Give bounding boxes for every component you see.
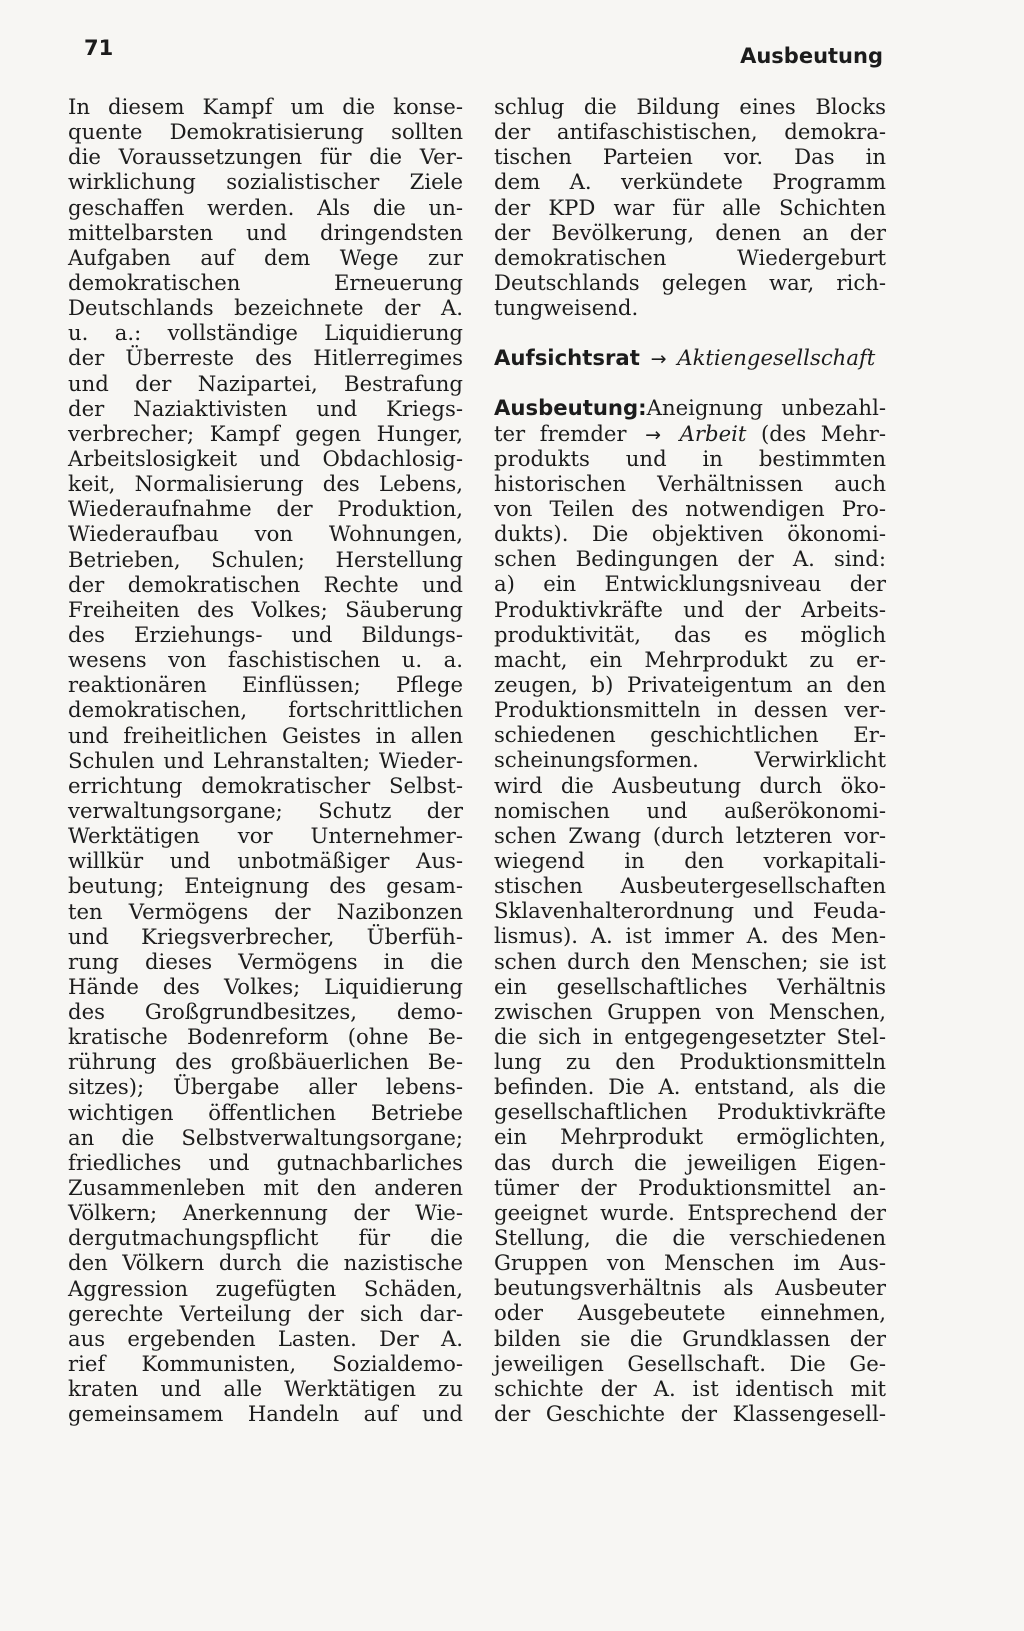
ausbeutung-body bbox=[494, 446, 886, 1426]
left-column-text-line: ten Vermögens der Nazibonzen bbox=[68, 898, 463, 924]
ausbeutung-body-text-line: tümer der Produktionsmittel an- bbox=[494, 1174, 886, 1200]
left-column-text-line: Werktätigen vor Unternehmer- bbox=[68, 823, 463, 849]
entry-aufsichtsrat bbox=[494, 345, 886, 370]
left-column-text-line: Wiederaufbau von Wohnungen, bbox=[68, 521, 463, 547]
ausbeutung-body-text-line: wird die Ausbeutung durch öko- bbox=[494, 772, 886, 798]
left-column-text-line: aus ergebenden Lasten. Der A. bbox=[68, 1325, 463, 1351]
left-column-text-line: und der Nazipartei, Bestrafung bbox=[68, 370, 463, 396]
continuation-text-line: tischen Parteien vor. Das in bbox=[494, 144, 886, 170]
left-column-text-line: friedliches und gutnachbarliches bbox=[68, 1149, 463, 1175]
left-column-text-line: wirklichung sozialistischer Ziele bbox=[68, 169, 463, 195]
ausbeutung-body-text-line: jeweiligen Gesellschaft. Die Ge- bbox=[494, 1350, 886, 1376]
left-column-text-line: und freiheitlichen Geistes in allen bbox=[68, 722, 463, 748]
continuation-text-line: demokratischen Wiedergeburt bbox=[494, 244, 886, 270]
left-column-text-line: Deutschlands bezeichnete der A. bbox=[68, 295, 463, 321]
left-column-text-line: errichtung demokratischer Selbst- bbox=[68, 772, 463, 798]
left-column-text-line: gerechte Verteilung der sich dar- bbox=[68, 1300, 463, 1326]
ausbeutung-body-text-line: wiegend in den vorkapitali- bbox=[494, 847, 886, 873]
left-column-text-line: Aufgaben auf dem Wege zur bbox=[68, 244, 463, 270]
ausbeutung-line-2 bbox=[494, 421, 886, 446]
continuation-text bbox=[494, 94, 886, 320]
left-column-text-line: In diesem Kampf um die konse- bbox=[68, 94, 463, 119]
ausbeutung-body-text-line: lung zu den Produktionsmitteln bbox=[494, 1049, 886, 1075]
cross-reference-aktiengesellschaft[interactable]: Aktiengesellschaft bbox=[677, 345, 876, 371]
left-column-text-line: quente Demokratisierung sollten bbox=[68, 119, 463, 145]
cross-reference-arrow-icon: → bbox=[645, 423, 662, 446]
ausbeutung-body-text-line: schen durch den Menschen; sie ist bbox=[494, 948, 886, 974]
left-column-text-line: sitzes); Übergabe aller lebens- bbox=[68, 1074, 463, 1100]
continuation-text-line: der KPD war für alle Schichten bbox=[494, 194, 886, 220]
ausbeutung-body-text-line: scheinungsformen. Verwirklicht bbox=[494, 747, 886, 773]
continuation-text-line: schlug die Bildung eines Blocks bbox=[494, 94, 886, 119]
ausbeutung-first-line-text: Aneignung unbezahl- bbox=[646, 395, 886, 421]
left-column-text-line: den Völkern durch die nazistische bbox=[68, 1250, 463, 1276]
ausbeutung-body-text-line: dukts). Die objektiven ökonomi- bbox=[494, 521, 886, 547]
ausbeutung-body-text-line: die sich in entgegengesetzter Stel- bbox=[494, 1023, 886, 1049]
left-column-text-line: Wiederaufnahme der Produktion, bbox=[68, 496, 463, 522]
ausbeutung-body-text-line: lismus). A. ist immer A. des Men- bbox=[494, 923, 886, 949]
ausbeutung-body-text-line: das durch die jeweiligen Eigen- bbox=[494, 1149, 886, 1175]
left-column-text-line: gemeinsamem Handeln auf und bbox=[68, 1401, 463, 1427]
running-head: Ausbeutung bbox=[740, 44, 883, 68]
ausbeutung-body-text-line: oder Ausgebeutete einnehmen, bbox=[494, 1300, 886, 1326]
ausbeutung-body-text-line: geeignet wurde. Entsprechend der bbox=[494, 1199, 886, 1225]
continuation-text-line: der Bevölkerung, denen an der bbox=[494, 219, 886, 245]
left-column-text-line: der Naziaktivisten und Kriegs- bbox=[68, 395, 463, 421]
ausbeutung-body-text-line: schen Zwang (durch letzteren vor- bbox=[494, 822, 886, 848]
left-column-text-line: dergutmachungspflicht für die bbox=[68, 1225, 463, 1251]
ausbeutung-body-text-line: beutungsverhältnis als Ausbeuter bbox=[494, 1275, 886, 1301]
ausbeutung-body-text-line: nomischen und außerökonomi- bbox=[494, 797, 886, 823]
left-column-text-line: Schulen und Lehranstalten; Wieder- bbox=[68, 747, 463, 773]
ausbeutung-body-text-line: befinden. Die A. entstand, als die bbox=[494, 1074, 886, 1100]
headword-aufsichtsrat: Aufsichtsrat bbox=[494, 345, 640, 371]
ausbeutung-body-text-line: zwischen Gruppen von Menschen, bbox=[494, 998, 886, 1024]
left-column-text-line: Betrieben, Schulen; Herstellung bbox=[68, 546, 463, 572]
left-column-text-line: des Erziehungs- und Bildungs- bbox=[68, 621, 463, 647]
ausbeutung-body-text-line: a) ein Entwicklungsniveau der bbox=[494, 571, 886, 597]
ausbeutung-body-text-line: von Teilen des notwendigen Pro- bbox=[494, 495, 886, 521]
left-column-text-line: kratische Bodenreform (ohne Be- bbox=[68, 1024, 463, 1050]
left-column bbox=[68, 94, 463, 1426]
continuation-text-line: tungweisend. bbox=[494, 295, 639, 321]
left-column-text-line: der Überreste des Hitlerregimes bbox=[68, 345, 463, 371]
left-column-text-line: des Großgrundbesitzes, demo- bbox=[68, 999, 463, 1025]
left-column-text-line: Aggression zugefügten Schäden, bbox=[68, 1275, 463, 1301]
ausbeutung-body-text-line: ein Mehrprodukt ermöglichten, bbox=[494, 1124, 886, 1150]
left-column-text-line: keit, Normalisierung des Lebens, bbox=[68, 471, 463, 497]
left-column-text-line: und Kriegsverbrecher, Überfüh- bbox=[68, 923, 463, 949]
ausbeutung-second-line-after: (des Mehr- bbox=[761, 420, 886, 446]
left-column-text-line: rief Kommunisten, Sozialdemo- bbox=[68, 1351, 463, 1377]
left-column-text-line: Hände des Volkes; Liquidierung bbox=[68, 973, 463, 999]
left-column-text-line: verwaltungsorgane; Schutz der bbox=[68, 797, 463, 823]
ausbeutung-body-text-line: Sklavenhalterordnung und Feuda- bbox=[494, 898, 886, 924]
left-column-text-line: geschaffen werden. Als die un- bbox=[68, 194, 463, 220]
left-column-text-line: die Voraussetzungen für die Ver- bbox=[68, 144, 463, 170]
ausbeutung-body-text-line: schichte der A. ist identisch mit bbox=[494, 1375, 886, 1401]
left-column-text-line: u. a.: vollständige Liquidierung bbox=[68, 320, 463, 346]
left-column-text-line: verbrecher; Kampf gegen Hunger, bbox=[68, 420, 463, 446]
left-column-text-line: mittelbarsten und dringendsten bbox=[68, 219, 463, 245]
continuation-text-line: der antifaschistischen, demokra- bbox=[494, 119, 886, 145]
ausbeutung-body-text-line: bilden sie die Grundklassen der bbox=[494, 1325, 886, 1351]
headword-ausbeutung: Ausbeutung: bbox=[494, 395, 647, 421]
ausbeutung-body-text-line: gesellschaftlichen Produktivkräfte bbox=[494, 1099, 886, 1125]
ausbeutung-body-text-line: Gruppen von Menschen im Aus- bbox=[494, 1250, 886, 1276]
left-column-text-line: beutung; Enteignung des gesam- bbox=[68, 873, 463, 899]
entry-ausbeutung bbox=[494, 395, 886, 1426]
left-column-text-line: demokratischen Erneuerung bbox=[68, 269, 463, 295]
ausbeutung-body-text-line: Produktivkräfte und der Arbeits- bbox=[494, 596, 886, 622]
left-column-text-line: wesens von faschistischen u. a. bbox=[68, 647, 463, 673]
left-column-text-line: Freiheiten des Volkes; Säuberung bbox=[68, 596, 463, 622]
ausbeutung-body-text-line: macht, ein Mehrprodukt zu er- bbox=[494, 646, 886, 672]
page-number: 71 bbox=[84, 36, 114, 60]
cross-reference-arbeit[interactable]: Arbeit bbox=[679, 420, 747, 446]
ausbeutung-body-text-line: ein gesellschaftliches Verhältnis bbox=[494, 973, 886, 999]
left-column-text-line: Zusammenleben mit den anderen bbox=[68, 1175, 463, 1201]
ausbeutung-body-text-line: stischen Ausbeutergesellschaften bbox=[494, 873, 886, 899]
left-column-text-line: an die Selbstverwaltungsorgane; bbox=[68, 1124, 463, 1150]
left-column-text-line: wichtigen öffentlichen Betriebe bbox=[68, 1099, 463, 1125]
ausbeutung-body-text-line: produktivität, das es möglich bbox=[494, 621, 886, 647]
left-column-text-line: Völkern; Anerkennung der Wie- bbox=[68, 1200, 463, 1226]
right-column bbox=[494, 94, 886, 1426]
continuation-text-line: Deutschlands gelegen war, rich- bbox=[494, 269, 886, 295]
cross-reference-arrow-icon: → bbox=[650, 348, 667, 371]
left-column-text-line: kraten und alle Werktätigen zu bbox=[68, 1376, 463, 1402]
ausbeutung-line-1 bbox=[494, 395, 886, 420]
ausbeutung-body-text-line: produkts und in bestimmten bbox=[494, 445, 886, 471]
ausbeutung-body-text-line: historischen Verhältnissen auch bbox=[494, 470, 886, 496]
ausbeutung-body-text-line: schen Bedingungen der A. sind: bbox=[494, 546, 886, 572]
ausbeutung-body-text-line: schiedenen geschichtlichen Er- bbox=[494, 722, 886, 748]
ausbeutung-body-text-line: der Geschichte der Klassengesell- bbox=[494, 1401, 886, 1427]
left-column-text-line: rung dieses Vermögens in die bbox=[68, 948, 463, 974]
left-column-text-line: rührung des großbäuerlichen Be- bbox=[68, 1049, 463, 1075]
continuation-text-line: dem A. verkündete Programm bbox=[494, 169, 886, 195]
left-column-text-line: der demokratischen Rechte und bbox=[68, 571, 463, 597]
left-column-text-line: demokratischen, fortschrittlichen bbox=[68, 697, 463, 723]
ausbeutung-body-text-line: Stellung, die die verschiedenen bbox=[494, 1225, 886, 1251]
ausbeutung-body-text-line: Produktionsmitteln in dessen ver- bbox=[494, 697, 886, 723]
ausbeutung-body-text-line: zeugen, b) Privateigentum an den bbox=[494, 671, 886, 697]
left-column-text-line: willkür und unbotmäßiger Aus- bbox=[68, 848, 463, 874]
left-column-text-line: Arbeitslosigkeit und Obdachlosig- bbox=[68, 445, 463, 471]
left-column-text-line: reaktionären Einflüssen; Pflege bbox=[68, 672, 463, 698]
ausbeutung-second-line-before: ter fremder bbox=[494, 420, 627, 446]
